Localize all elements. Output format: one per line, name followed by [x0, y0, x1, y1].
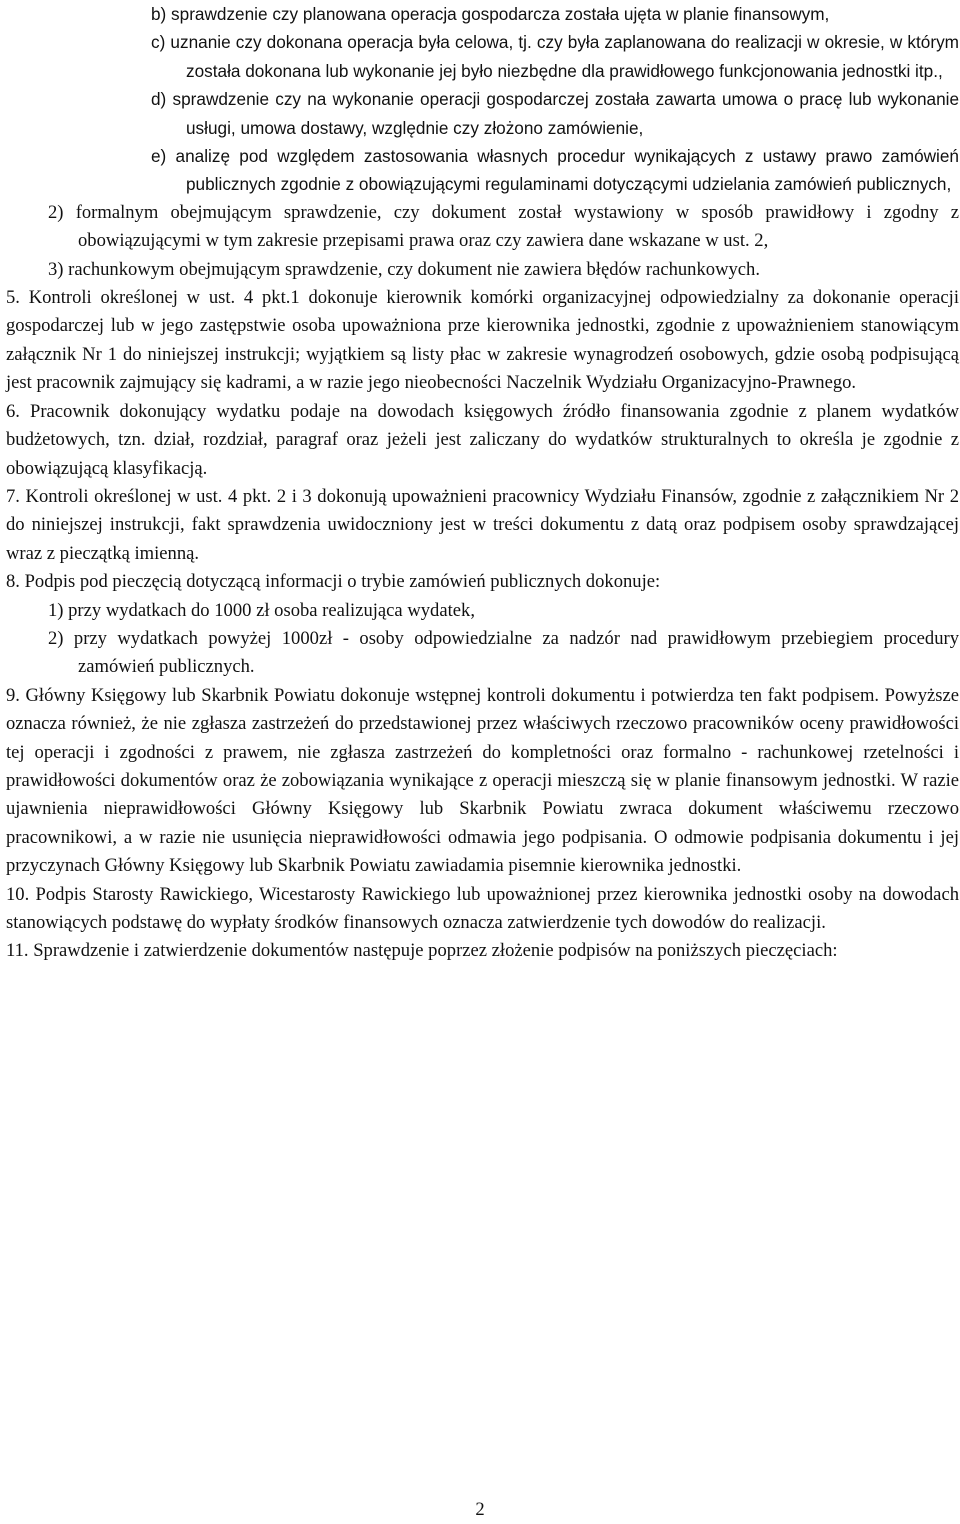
- sub-item-b: b) sprawdzenie czy planowana operacja gospodarcza została ujęta w planie finansowym,: [151, 4, 830, 24]
- sub-item-list: [6, 0, 959, 199]
- numbered-item-list: [6, 199, 959, 284]
- paragraph-9: 9. Główny Księgowy lub Skarbnik Powiatu dokonuje wstępnej kontroli dokumentu i potwierdza ten fakt podpisem. Powyższe oznacza również, że nie zgłasza zastrzeżeń do przedstawionej przez właściwych rzeczowo pracowników oceny prawidłowości tej operacji i zgodności z prawem, nie zgłasza zastrzeżeń do kompletności oraz formalno - rachunkowej rzetelności i prawidłowości dokumentów oraz że zobowiązania wynikające z operacji mieszczą się w planie finansowym jednostki. W razie ujawnienia nieprawidłowości Główny Księgowy lub Skarbnik Powiatu zwraca dokument właściwemu rzeczowo pracownikowi, a w razie nie usunięcia nieprawidłowości odmawia jego podpisania. O odmowie podpisania dokumentu i jej przyczynach Główny Księgowy lub Skarbnik Powiatu zawiadamia pisemnie kierownika jednostki.: [6, 684, 959, 877]
- signature-item-list: [6, 597, 959, 682]
- sub-item-d: d) sprawdzenie czy na wykonanie operacji gospodarczej została zawarta umowa o pracę lub wykonanie usługi, umowa dostawy, względnie czy złożono zamówienie,: [151, 89, 959, 138]
- paragraph-6: 6. Pracownik dokonujący wydatku podaje na dowodach księgowych źródło finansowania zgodnie z planem wydatków budżetowych, tzn. dział, rozdział, paragraf oraz jeżeli jest zaliczany do wydatków strukturalnych to określa je zgodnie z obowiązującą klasyfikacją.: [6, 400, 959, 479]
- page-number: 2: [475, 1499, 485, 1520]
- paragraph-5: 5. Kontroli określonej w ust. 4 pkt.1 dokonuje kierownik komórki organizacyjnej odpowiedzialny za dokonanie operacji gospodarczej lub w jego zastępstwie osoba upoważniona prze kierownika jednostki, zgodnie z upoważnieniem stanowiącym załącznik Nr 1 do niniejszej instrukcji; wyjątkiem są listy płac w zakresie wynagrodzeń osobowych, gdzie osobą podpisującą jest pracownik zajmujący się kadrami, a w razie jego nieobecności Naczelnik Wydziału Organizacyjno-Prawnego.: [6, 287, 959, 394]
- paragraph-list: [6, 284, 959, 596]
- item-arithmetic-check: 3) rachunkowym obejmującym sprawdzenie, czy dokument nie zawiera błędów rachunkowych.: [48, 258, 760, 280]
- paragraph-11: 11. Sprawdzenie i zatwierdzenie dokumentów następuje poprzez złożenie podpisów na poniższych pieczęciach:: [6, 940, 838, 962]
- sub-item-c: c) uznanie czy dokonana operacja była celowa, tj. czy była zaplanowana do realizacji w okresie, w którym została dokonana lub wykonanie jej było niezbędne dla prawidłowego funkcjonowania jednostki itp.,: [151, 32, 959, 81]
- paragraph-7: 7. Kontroli określonej w ust. 4 pkt. 2 i 3 dokonują upoważnieni pracownicy Wydziału Finansów, zgodnie z załącznikiem Nr 2 do niniejszej instrukcji, fakt sprawdzenia uwidoczniony jest w treści dokumentu z datą oraz podpisem osoby sprawdzającej wraz z pieczątką imienną.: [6, 485, 959, 564]
- item-expenses-over-1000: 2) przy wydatkach powyżej 1000zł - osoby odpowiedzialne za nadzór nad prawidłowym przebiegiem procedury zamówień publicznych.: [48, 627, 959, 678]
- paragraph-list-2: [6, 682, 959, 966]
- item-expenses-under-1000: 1) przy wydatkach do 1000 zł osoba realizująca wydatek,: [48, 599, 475, 621]
- item-formal-check: 2) formalnym obejmującym sprawdzenie, czy dokument został wystawiony w sposób prawidłowy i zgodny z obowiązującymi w tym zakresie przepisami prawa oraz czy zawiera dane wskazane w ust. 2,: [48, 201, 959, 252]
- document-body: [6, 0, 959, 966]
- paragraph-8: 8. Podpis pod pieczęcią dotyczącą informacji o trybie zamówień publicznych dokonuje:: [6, 571, 661, 593]
- sub-item-e: e) analizę pod względem zastosowania własnych procedur wynikających z ustawy prawo zamówień publicznych zgodnie z obowiązującymi regulaminami dotyczącymi udzielania zamówień publicznych,: [151, 146, 959, 195]
- paragraph-10: 10. Podpis Starosty Rawickiego, Wicestarosty Rawickiego lub upoważnionej przez kierownika jednostki osoby na dowodach stanowiących podstawę do wypłaty środków finansowych oznacza zatwierdzenie tych dowodów do realizacji.: [6, 883, 959, 933]
